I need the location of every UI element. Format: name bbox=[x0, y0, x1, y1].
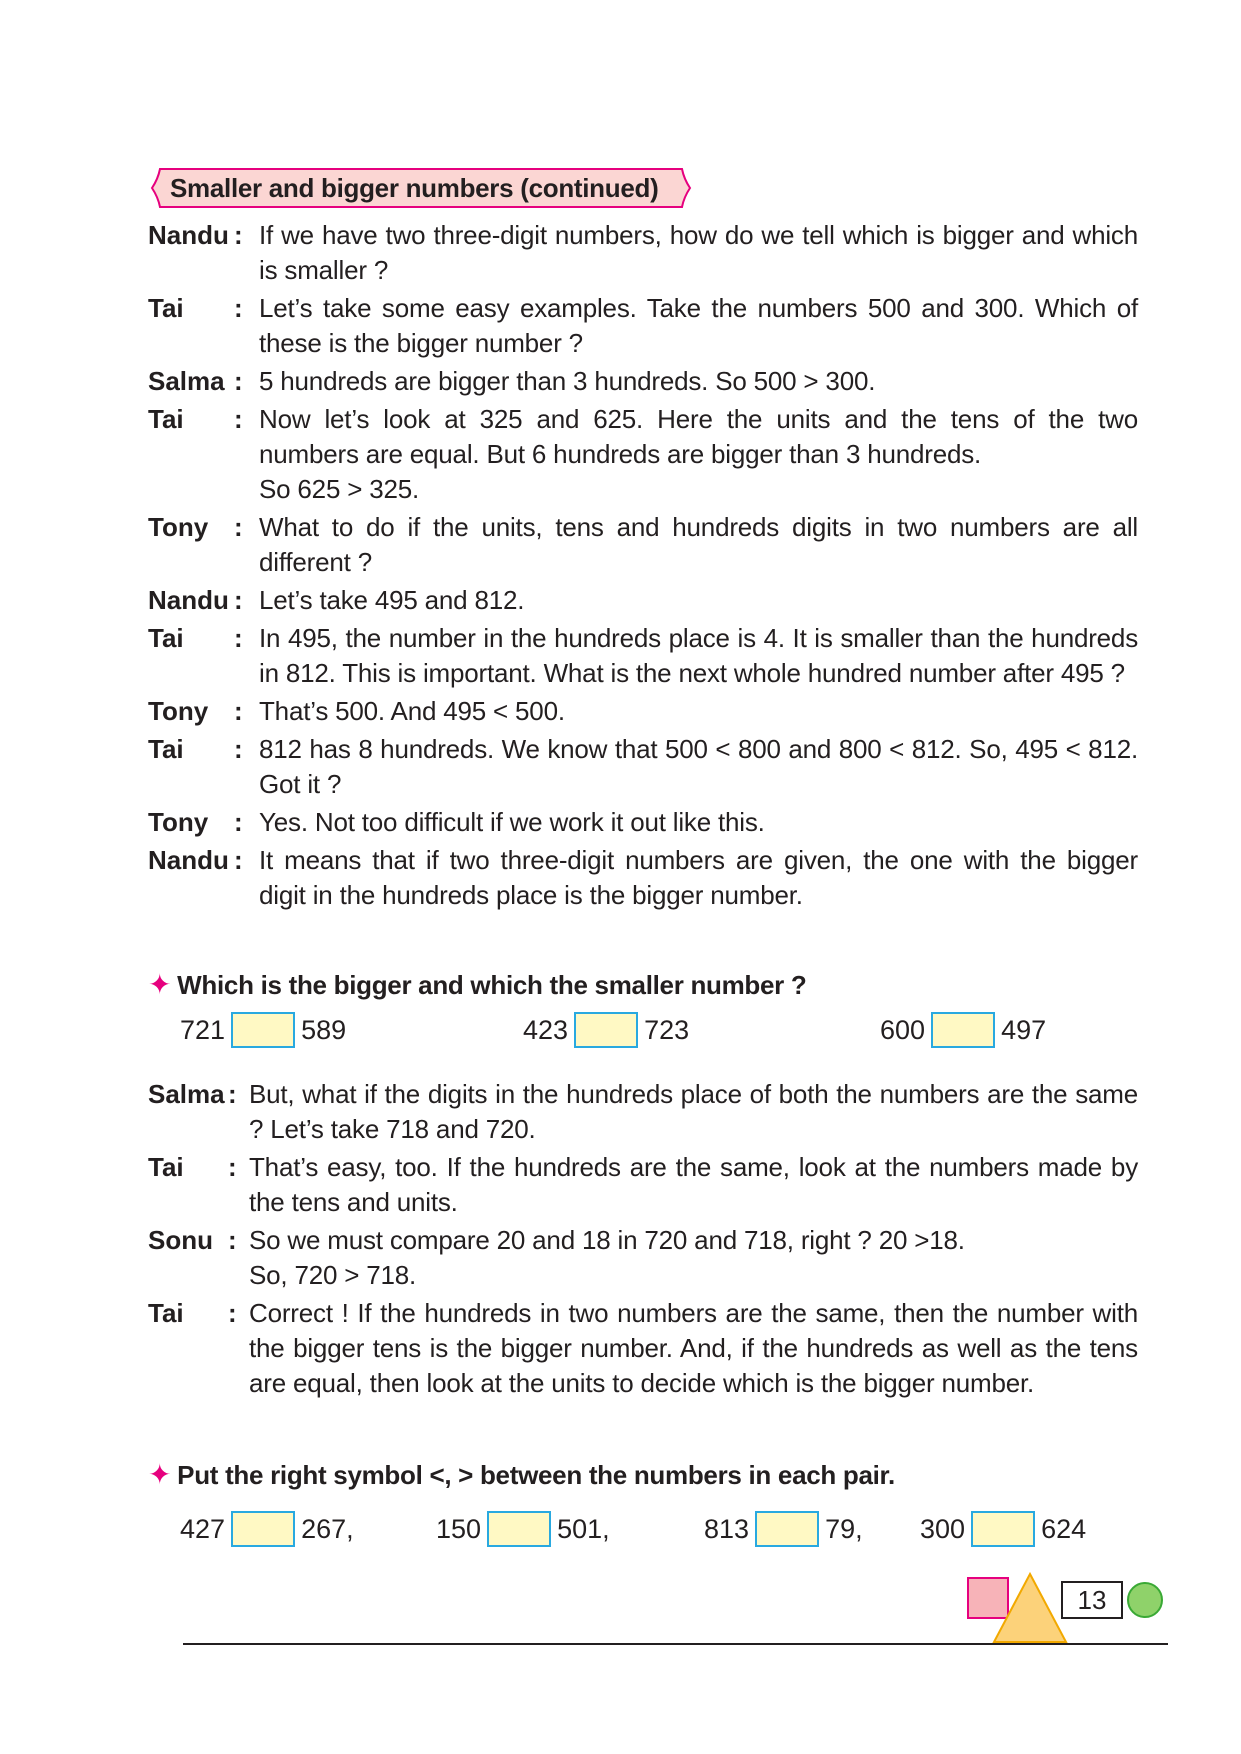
dialogue-text-continued: So, 720 > 718. bbox=[249, 1260, 417, 1290]
dialogue-text: But, what if the digits in the hundreds place of both the numbers are the same ? Let’s take 718 and 720. bbox=[249, 1079, 1138, 1144]
speaker-name: Nandu bbox=[148, 845, 229, 875]
number-left: 427 bbox=[180, 1513, 226, 1544]
speaker-colon: : bbox=[228, 1225, 237, 1255]
comparison-pair bbox=[436, 1507, 610, 1547]
dialogue-line bbox=[148, 621, 1138, 691]
dialogue-text: 812 has 8 hundreds. We know that 500 < 800 and 800 < 812. So, 495 < 812. Got it ? bbox=[259, 734, 1138, 799]
comparison-pair bbox=[523, 1008, 689, 1048]
number-left: 600 bbox=[880, 1014, 926, 1045]
answer-box[interactable] bbox=[931, 1012, 995, 1048]
dialogue-text-continued: So 625 > 325. bbox=[259, 474, 420, 504]
pink-square-icon bbox=[968, 1578, 1008, 1618]
dialogue-text: If we have two three-digit numbers, how do we tell which is bigger and which is smaller ? bbox=[259, 220, 1138, 285]
task-2-heading bbox=[148, 1458, 895, 1491]
green-circle-icon bbox=[1128, 1583, 1162, 1617]
dialogue-line bbox=[148, 1223, 1138, 1293]
comparison-pair bbox=[704, 1507, 863, 1547]
section-banner bbox=[148, 165, 694, 211]
speaker-colon: : bbox=[234, 623, 243, 653]
speaker-name: Tony bbox=[148, 807, 209, 837]
answer-box[interactable] bbox=[487, 1511, 551, 1547]
speaker-name: Tony bbox=[148, 696, 209, 726]
speaker-name: Tai bbox=[148, 623, 184, 653]
dialogue-line bbox=[148, 510, 1138, 580]
section-title: Smaller and bigger numbers (continued) bbox=[170, 173, 659, 203]
number-right: 589 bbox=[301, 1014, 347, 1045]
dialogue-line bbox=[148, 843, 1138, 913]
speaker-name: Sonu bbox=[148, 1225, 213, 1255]
speaker-name: Tai bbox=[148, 404, 184, 434]
number-right: 723 bbox=[644, 1014, 690, 1045]
speaker-name: Tai bbox=[148, 734, 184, 764]
speaker-name: Tai bbox=[148, 293, 184, 323]
comparison-pair bbox=[920, 1507, 1086, 1547]
number-right: 497 bbox=[1001, 1014, 1047, 1045]
dialogue-text: It means that if two three-digit numbers are given, the one with the bigger digit in the hundreds place is the bigger number. bbox=[259, 845, 1138, 910]
dialogue-1 bbox=[148, 218, 1138, 916]
number-left: 423 bbox=[523, 1014, 569, 1045]
speaker-name: Tai bbox=[148, 1152, 184, 1182]
speaker-name: Salma bbox=[148, 1079, 225, 1109]
dialogue-line bbox=[148, 583, 1138, 618]
dialogue-line bbox=[148, 805, 1138, 840]
comparison-pair bbox=[180, 1008, 346, 1048]
answer-box[interactable] bbox=[231, 1012, 295, 1048]
speaker-colon: : bbox=[234, 585, 243, 615]
dialogue-text: Yes. Not too difficult if we work it out like this. bbox=[259, 807, 765, 837]
task-1-heading bbox=[148, 968, 807, 1001]
number-right: 624 bbox=[1041, 1513, 1087, 1544]
comparison-pair bbox=[880, 1008, 1046, 1048]
dialogue-line bbox=[148, 732, 1138, 802]
speaker-name: Salma bbox=[148, 366, 225, 396]
dialogue-text: In 495, the number in the hundreds place is 4. It is smaller than the hundreds in 812. This is important. What is the next whole hundred number after 495 ? bbox=[259, 623, 1138, 688]
number-left: 150 bbox=[436, 1513, 482, 1544]
dialogue-line bbox=[148, 1296, 1138, 1401]
speaker-colon: : bbox=[234, 845, 243, 875]
speaker-colon: : bbox=[228, 1079, 237, 1109]
speaker-colon: : bbox=[228, 1152, 237, 1182]
dialogue-2 bbox=[148, 1077, 1138, 1404]
answer-box[interactable] bbox=[574, 1012, 638, 1048]
number-right: 267, bbox=[301, 1513, 354, 1544]
dialogue-line bbox=[148, 291, 1138, 361]
answer-box[interactable] bbox=[231, 1511, 295, 1547]
speaker-colon: : bbox=[234, 807, 243, 837]
dialogue-text: That’s 500. And 495 < 500. bbox=[259, 696, 565, 726]
speaker-colon: : bbox=[234, 734, 243, 764]
speaker-colon: : bbox=[234, 366, 243, 396]
number-right: 79, bbox=[825, 1513, 863, 1544]
speaker-colon: : bbox=[228, 1298, 237, 1328]
dialogue-line bbox=[148, 364, 1138, 399]
answer-box[interactable] bbox=[971, 1511, 1035, 1547]
dialogue-text: Now let’s look at 325 and 625. Here the units and the tens of the two numbers are equal. But 6 hundreds are bigger than 3 hundreds. bbox=[259, 404, 1138, 469]
speaker-name: Nandu bbox=[148, 220, 229, 250]
dialogue-text: What to do if the units, tens and hundreds digits in two numbers are all different ? bbox=[259, 512, 1138, 577]
dialogue-text: So we must compare 20 and 18 in 720 and 718, right ? 20 >18. bbox=[249, 1225, 965, 1255]
speaker-colon: : bbox=[234, 293, 243, 323]
task-1-prompt: Which is the bigger and which the smaller number ? bbox=[177, 970, 807, 1000]
number-left: 300 bbox=[920, 1513, 966, 1544]
task-2-prompt: Put the right symbol <, > between the numbers in each pair. bbox=[177, 1460, 895, 1490]
dialogue-line bbox=[148, 1150, 1138, 1220]
number-left: 721 bbox=[180, 1014, 226, 1045]
speaker-colon: : bbox=[234, 696, 243, 726]
dialogue-text: Let’s take some easy examples. Take the numbers 500 and 300. Which of these is the bigger number ? bbox=[259, 293, 1138, 358]
speaker-name: Nandu bbox=[148, 585, 229, 615]
speaker-name: Tai bbox=[148, 1298, 184, 1328]
diamond-bullet-icon: ✦ bbox=[148, 969, 172, 1000]
speaker-colon: : bbox=[234, 512, 243, 542]
dialogue-text: Let’s take 495 and 812. bbox=[259, 585, 525, 615]
speaker-colon: : bbox=[234, 220, 243, 250]
comparison-pair bbox=[180, 1507, 354, 1547]
dialogue-line bbox=[148, 694, 1138, 729]
number-left: 813 bbox=[704, 1513, 750, 1544]
dialogue-text: 5 hundreds are bigger than 3 hundreds. So 500 > 300. bbox=[259, 366, 876, 396]
page-number: 13 bbox=[1061, 1581, 1123, 1619]
diamond-bullet-icon: ✦ bbox=[148, 1459, 172, 1490]
answer-box[interactable] bbox=[755, 1511, 819, 1547]
speaker-name: Tony bbox=[148, 512, 209, 542]
dialogue-text: That’s easy, too. If the hundreds are the same, look at the numbers made by the tens and units. bbox=[249, 1152, 1138, 1217]
dialogue-line bbox=[148, 402, 1138, 507]
number-right: 501, bbox=[557, 1513, 610, 1544]
dialogue-line bbox=[148, 218, 1138, 288]
dialogue-text: Correct ! If the hundreds in two numbers are the same, then the number with the bigger tens is the bigger number. And, if the hundreds as well as the tens are equal, then look at the units to decide which is the bigger number. bbox=[249, 1298, 1138, 1398]
dialogue-line bbox=[148, 1077, 1138, 1147]
speaker-colon: : bbox=[234, 404, 243, 434]
